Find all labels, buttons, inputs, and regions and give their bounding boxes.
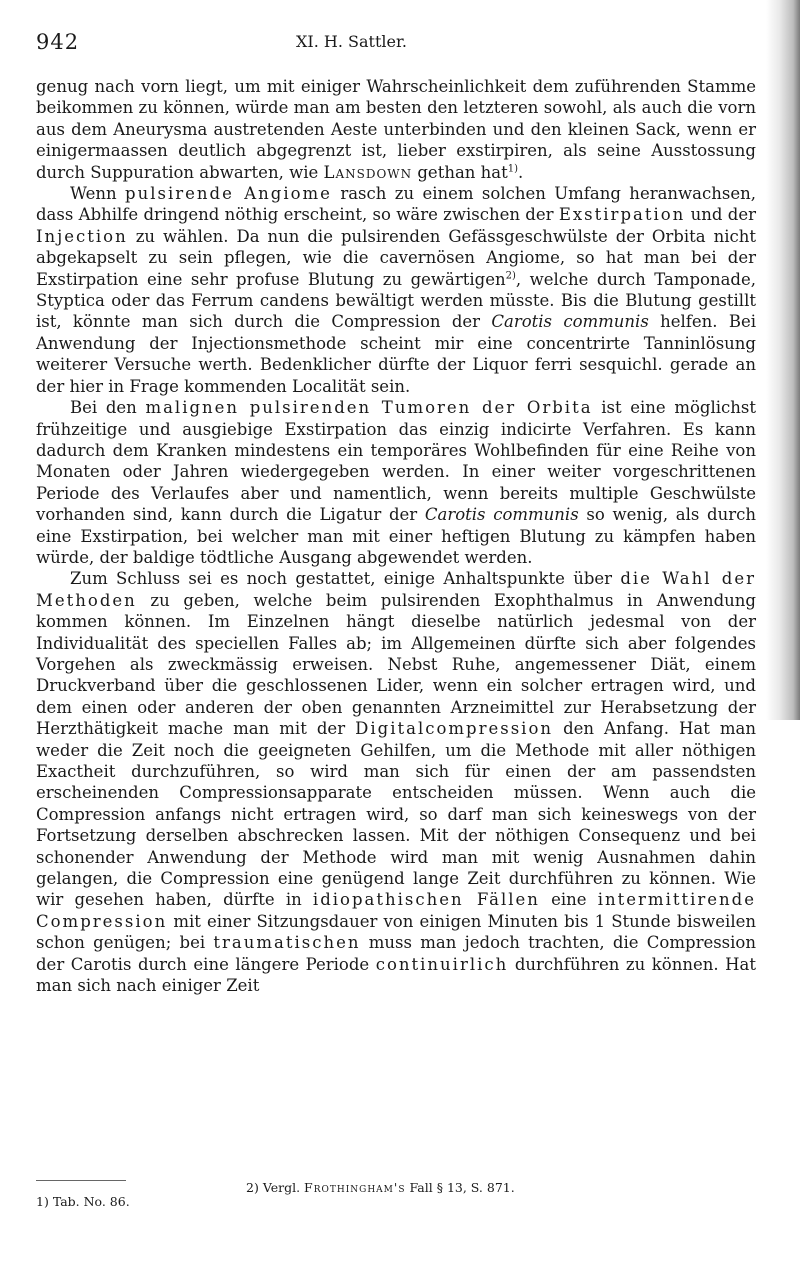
text-run: eine — [539, 890, 598, 910]
running-head: XI. H. Sattler. — [296, 32, 407, 51]
text-run: mit einer Sitzungsdauer von einigen Minuten bis 1 Stunde bisweilen schon genügen; bei — [36, 911, 756, 953]
text-run: zu wählen. Da nun die pulsirenden Gefässgeschwülste der Orbita nicht abgekapselt zu sein pflegen, wie die cavernösen Angiome, so hat man bei der Exstirpation eine sehr profuse Blutung zu gewärtigen — [36, 226, 756, 289]
text-run: den Anfang. Hat man weder die Zeit noch die geeigneten Gehilfen, um die Methode mit aller nöthigen Exactheit durchzuführen, so wird man sich für einen der am passendsten erscheinenden Compressionsapparate entscheiden müssen. Wenn auch die Compression anfangs nicht ertragen wird, so darf man sich keineswegs von der Fortsetzung derselben abschrecken lassen. Mit der nöthigen Consequenz und bei schonender Anwendung der Methode wird man mit wenig Ausnahmen dahin gelangen, die Compression eine genügend lange Zeit durchführen zu können. Wie wir gesehen haben, dürfte in — [36, 719, 756, 910]
text-run: . — [518, 162, 524, 182]
italic-term: Carotis communis — [424, 505, 579, 525]
footnote-2 — [246, 1180, 515, 1195]
spaced-emphasis: intermittirende Compression — [36, 890, 756, 931]
text-run: muss man jedoch trachten, die Compression der Carotis durch eine längere Periode — [36, 933, 756, 974]
text-run: Wenn — [70, 184, 126, 204]
paragraph-1 — [36, 76, 756, 183]
page-edge-shadow — [766, 0, 800, 720]
footnote-2-author: Frothingham's — [304, 1180, 406, 1195]
paragraph-2 — [36, 183, 756, 397]
footnote-1-mark: 1) — [36, 1194, 49, 1209]
footnote-rule — [36, 1180, 126, 1181]
footnote-reference: 2) — [505, 270, 516, 282]
text-run: Zum Schluss sei es noch gestattet, einige Anhaltspunkte über — [70, 569, 621, 589]
paragraph-4 — [36, 568, 756, 996]
body-text — [36, 76, 756, 996]
spaced-emphasis: Injection — [36, 226, 128, 246]
page-header — [36, 30, 760, 56]
footnote-2-text: Vergl. — [262, 1180, 305, 1195]
text-run: zu geben, welche beim pulsirenden Exophthalmus in Anwendung kommen können. Im Einzelnen hängt dieselbe natürlich jedesmal von der Individualität des speciellen Falles ab; im Allgemeinen dürfte sich aber folgendes Vorgehen als zweckmässig erweisen. Nebst Ruhe, angemessener Diät, einem Druckverband über die geschlossenen Lider, wenn ein solcher ertragen wird, und dem einen oder anderen der oben genannten Arzneimittel zur Herabsetzung der Herzthätigkeit mache man mit der — [36, 590, 756, 739]
text-run: und der — [685, 205, 756, 225]
spaced-emphasis: idiopathischen Fällen — [312, 890, 540, 910]
page-number: 942 — [36, 30, 80, 54]
italic-term: Carotis communis — [491, 312, 649, 332]
text-run: genug nach vorn liegt, um mit einiger Wahrscheinlichkeit dem zuführenden Stamme beikommen zu können, würde man am besten den letzteren sowohl, als auch die vorn aus dem Aneurysma austretenden Aeste unterbinden und den kleinen Sack, wenn er einigermaassen deutlich abgegrenzt ist, lieber exstirpiren, als seine Ausstossung durch Suppuration abwarten, wie — [36, 77, 756, 182]
text-run: ist eine möglichst frühzeitige und ausgiebige Exstirpation das einzig indicirte Verfahren. Es kann dadurch dem Kranken mindestens ein temporäres Wohlbefinden für eine Reihe von Monaten oder Jahren wiedergegeben werden. In einer weiter vorgeschrittenen Periode des Verlaufes aber und namentlich, wenn bereits multiple Geschwülste vorhanden sind, kann durch die Ligatur der — [36, 398, 756, 525]
text-run: helfen. Bei Anwendung der Injectionsmethode scheint mir eine concentrirte Tanninlösung weiterer Versuche werth. Bedenklicher dürfte der Liquor ferri sesquichl. gerade an der hier in Frage kommenden Localität sein. — [36, 312, 756, 396]
spaced-emphasis: continuirlich — [375, 954, 509, 974]
footnote-2-rest: Fall § 13, S. 871. — [405, 1180, 515, 1195]
author-name: Lansdown — [323, 162, 413, 182]
spaced-emphasis: traumatischen — [213, 933, 361, 953]
text-run: rasch zu einem solchen Umfang heranwachsen, dass Abhilfe dringend nöthig erscheint, so wäre zwischen der — [36, 184, 756, 225]
spaced-emphasis: malignen pulsirenden Tumoren der Orbita — [145, 398, 593, 418]
footnote-2-mark: 2) — [246, 1180, 259, 1195]
footnote-1-text: Tab. No. 86. — [52, 1194, 130, 1209]
spaced-emphasis: pulsirende Angiome — [125, 184, 332, 204]
spaced-emphasis: Digitalcompression — [355, 719, 554, 739]
text-run: , welche durch Tamponade, Styptica oder das Ferrum candens bewältigt werden müsste. Bis die Blutung gestillt ist, könnte man sich durch die Compression der — [36, 269, 757, 332]
text-run: Bei den — [70, 398, 146, 418]
footnote-1 — [36, 1194, 130, 1209]
text-run: so wenig, als durch eine Exstirpation, bei welcher man mit einer heftigen Blutung zu kämpfen haben würde, der baldige tödtliche Ausgang abgewendet werden. — [36, 505, 756, 567]
text-run: gethan hat — [412, 162, 508, 182]
footnote-reference: 1) — [507, 163, 519, 175]
text-run: durchführen zu können. Hat man sich nach einiger Zeit — [36, 954, 756, 996]
spaced-emphasis: die Wahl der Methoden — [36, 569, 756, 610]
spaced-emphasis: Exstirpation — [558, 205, 686, 225]
paragraph-3 — [36, 397, 756, 568]
